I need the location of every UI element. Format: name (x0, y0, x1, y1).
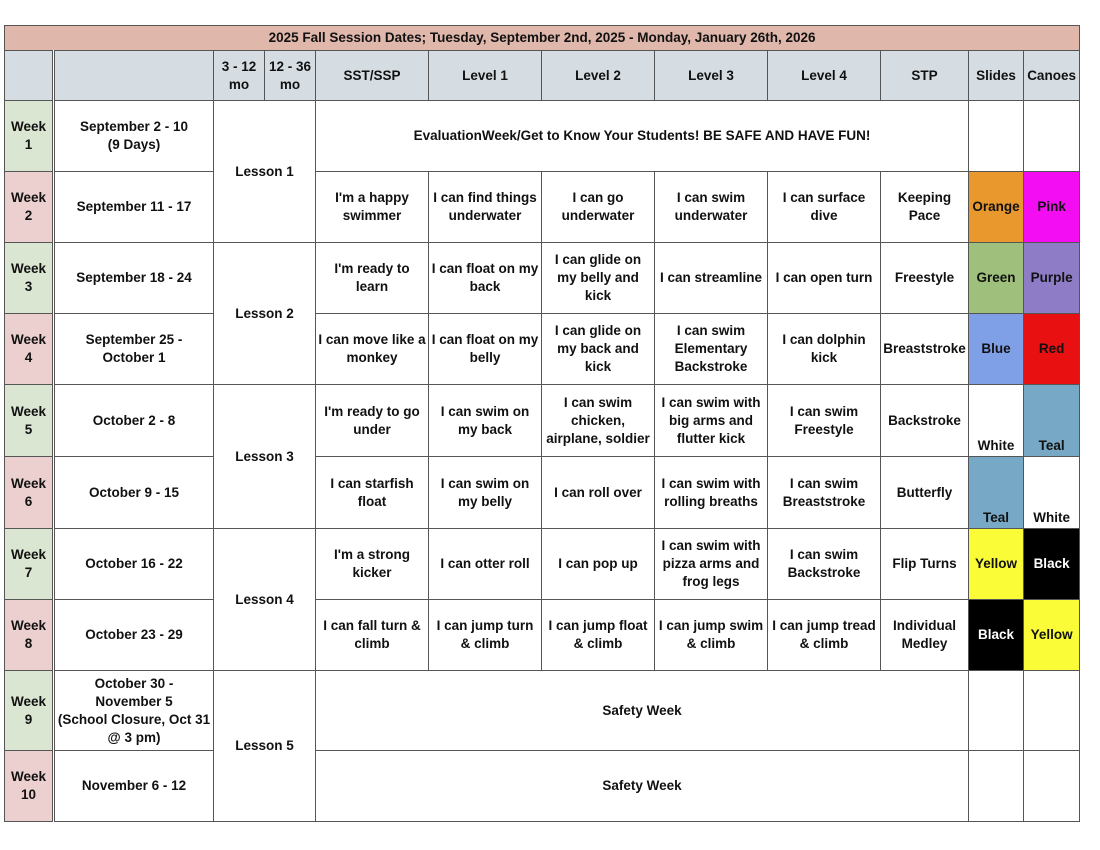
header-age-3-12: 3 - 12 mo (214, 51, 265, 101)
sst-ssp-skill: I'm a strong kicker (316, 529, 429, 600)
level-3-skill: I can swim Elementary Backstroke (655, 314, 768, 385)
level-4-skill: I can swim Backstroke (768, 529, 881, 600)
level-1-skill: I can swim on my belly (429, 457, 542, 529)
week-dates: September 11 - 17 (54, 172, 214, 243)
header-blank-dates (54, 51, 214, 101)
slide-color-cell (969, 671, 1024, 751)
week-dates: October 16 - 22 (54, 529, 214, 600)
week-dates: October 23 - 29 (54, 600, 214, 671)
header-level-3: Level 3 (655, 51, 768, 101)
stp-skill: Butterfly (881, 457, 969, 529)
week-1-banner: EvaluationWeek/Get to Know Your Students! BE SAFE AND HAVE FUN! (316, 101, 969, 172)
level-2-skill: I can glide on my back and kick (542, 314, 655, 385)
sst-ssp-skill: I'm a happy swimmer (316, 172, 429, 243)
header-level-4: Level 4 (768, 51, 881, 101)
level-2-skill: I can roll over (542, 457, 655, 529)
header-age-12-36: 12 - 36 mo (265, 51, 316, 101)
week-row-10 (5, 751, 1080, 822)
slide-color-cell: Blue (969, 314, 1024, 385)
week-row-5 (5, 385, 1080, 457)
canoe-color-cell (1024, 101, 1080, 172)
level-3-skill: I can streamline (655, 243, 768, 314)
week-row-8 (5, 600, 1080, 671)
slide-color-cell: Black (969, 600, 1024, 671)
level-2-skill: I can go underwater (542, 172, 655, 243)
week-9-banner: Safety Week (316, 671, 969, 751)
stp-skill: Flip Turns (881, 529, 969, 600)
week-row-7 (5, 529, 1080, 600)
lesson-1: Lesson 1 (214, 101, 316, 243)
level-1-skill: I can otter roll (429, 529, 542, 600)
stp-skill: Keeping Pace (881, 172, 969, 243)
header-stp: STP (881, 51, 969, 101)
week-label: Week 10 (5, 751, 54, 822)
week-dates: November 6 - 12 (54, 751, 214, 822)
canoe-color-cell (1024, 671, 1080, 751)
week-row-4 (5, 314, 1080, 385)
canoe-color-cell: Yellow (1024, 600, 1080, 671)
week-label: Week 2 (5, 172, 54, 243)
week-label: Week 5 (5, 385, 54, 457)
canoe-color-cell: Teal (1024, 385, 1080, 457)
week-label: Week 9 (5, 671, 54, 751)
week-label: Week 1 (5, 101, 54, 172)
canoe-color-cell: Black (1024, 529, 1080, 600)
week-label: Week 6 (5, 457, 54, 529)
level-3-skill: I can jump swim & climb (655, 600, 768, 671)
header-level-1: Level 1 (429, 51, 542, 101)
week-dates: September 18 - 24 (54, 243, 214, 314)
sst-ssp-skill: I can move like a monkey (316, 314, 429, 385)
level-1-skill: I can jump turn & climb (429, 600, 542, 671)
lesson-2: Lesson 2 (214, 243, 316, 385)
header-level-2: Level 2 (542, 51, 655, 101)
level-2-skill: I can pop up (542, 529, 655, 600)
canoe-color-cell: Purple (1024, 243, 1080, 314)
level-3-skill: I can swim with pizza arms and frog legs (655, 529, 768, 600)
week-10-banner: Safety Week (316, 751, 969, 822)
level-4-skill: I can swim Freestyle (768, 385, 881, 457)
sst-ssp-skill: I can starfish float (316, 457, 429, 529)
header-row (5, 51, 1080, 101)
header-blank-week (5, 51, 54, 101)
week-label: Week 3 (5, 243, 54, 314)
level-2-skill: I can glide on my belly and kick (542, 243, 655, 314)
level-3-skill: I can swim underwater (655, 172, 768, 243)
header-canoes: Canoes (1024, 51, 1080, 101)
slide-color-cell: Yellow (969, 529, 1024, 600)
week-dates: October 2 - 8 (54, 385, 214, 457)
canoe-color-cell: Red (1024, 314, 1080, 385)
lesson-5: Lesson 5 (214, 671, 316, 822)
week-dates: October 9 - 15 (54, 457, 214, 529)
sst-ssp-skill: I'm ready to learn (316, 243, 429, 314)
week-dates: October 30 - November 5 (School Closure, Oct 31 @ 3 pm) (54, 671, 214, 751)
week-label: Week 8 (5, 600, 54, 671)
week-label: Week 4 (5, 314, 54, 385)
week-row-6 (5, 457, 1080, 529)
level-4-skill: I can open turn (768, 243, 881, 314)
session-schedule-table (4, 25, 1080, 822)
level-1-skill: I can float on my back (429, 243, 542, 314)
canoe-color-cell: White (1024, 457, 1080, 529)
week-row-9 (5, 671, 1080, 751)
slide-color-cell: Green (969, 243, 1024, 314)
stp-skill: Backstroke (881, 385, 969, 457)
slide-color-cell (969, 101, 1024, 172)
canoe-color-cell (1024, 751, 1080, 822)
level-2-skill: I can swim chicken, airplane, soldier (542, 385, 655, 457)
stp-skill: Freestyle (881, 243, 969, 314)
week-label: Week 7 (5, 529, 54, 600)
canoe-color-cell: Pink (1024, 172, 1080, 243)
week-dates: September 25 - October 1 (54, 314, 214, 385)
slide-color-cell (969, 751, 1024, 822)
slide-color-cell: White (969, 385, 1024, 457)
level-4-skill: I can surface dive (768, 172, 881, 243)
sst-ssp-skill: I'm ready to go under (316, 385, 429, 457)
slide-color-cell: Orange (969, 172, 1024, 243)
level-1-skill: I can swim on my back (429, 385, 542, 457)
level-3-skill: I can swim with rolling breaths (655, 457, 768, 529)
week-row-3 (5, 243, 1080, 314)
week-row-2 (5, 172, 1080, 243)
lesson-3: Lesson 3 (214, 385, 316, 529)
session-title: 2025 Fall Session Dates; Tuesday, September 2nd, 2025 - Monday, January 26th, 2026 (5, 26, 1080, 51)
level-2-skill: I can jump float & climb (542, 600, 655, 671)
level-1-skill: I can float on my belly (429, 314, 542, 385)
header-sst-ssp: SST/SSP (316, 51, 429, 101)
week-dates: September 2 - 10 (9 Days) (54, 101, 214, 172)
stp-skill: Individual Medley (881, 600, 969, 671)
lesson-4: Lesson 4 (214, 529, 316, 671)
level-4-skill: I can swim Breaststroke (768, 457, 881, 529)
sst-ssp-skill: I can fall turn & climb (316, 600, 429, 671)
level-3-skill: I can swim with big arms and flutter kick (655, 385, 768, 457)
level-1-skill: I can find things underwater (429, 172, 542, 243)
stp-skill: Breaststroke (881, 314, 969, 385)
level-4-skill: I can dolphin kick (768, 314, 881, 385)
level-4-skill: I can jump tread & climb (768, 600, 881, 671)
header-slides: Slides (969, 51, 1024, 101)
week-row-1 (5, 101, 1080, 172)
slide-color-cell: Teal (969, 457, 1024, 529)
